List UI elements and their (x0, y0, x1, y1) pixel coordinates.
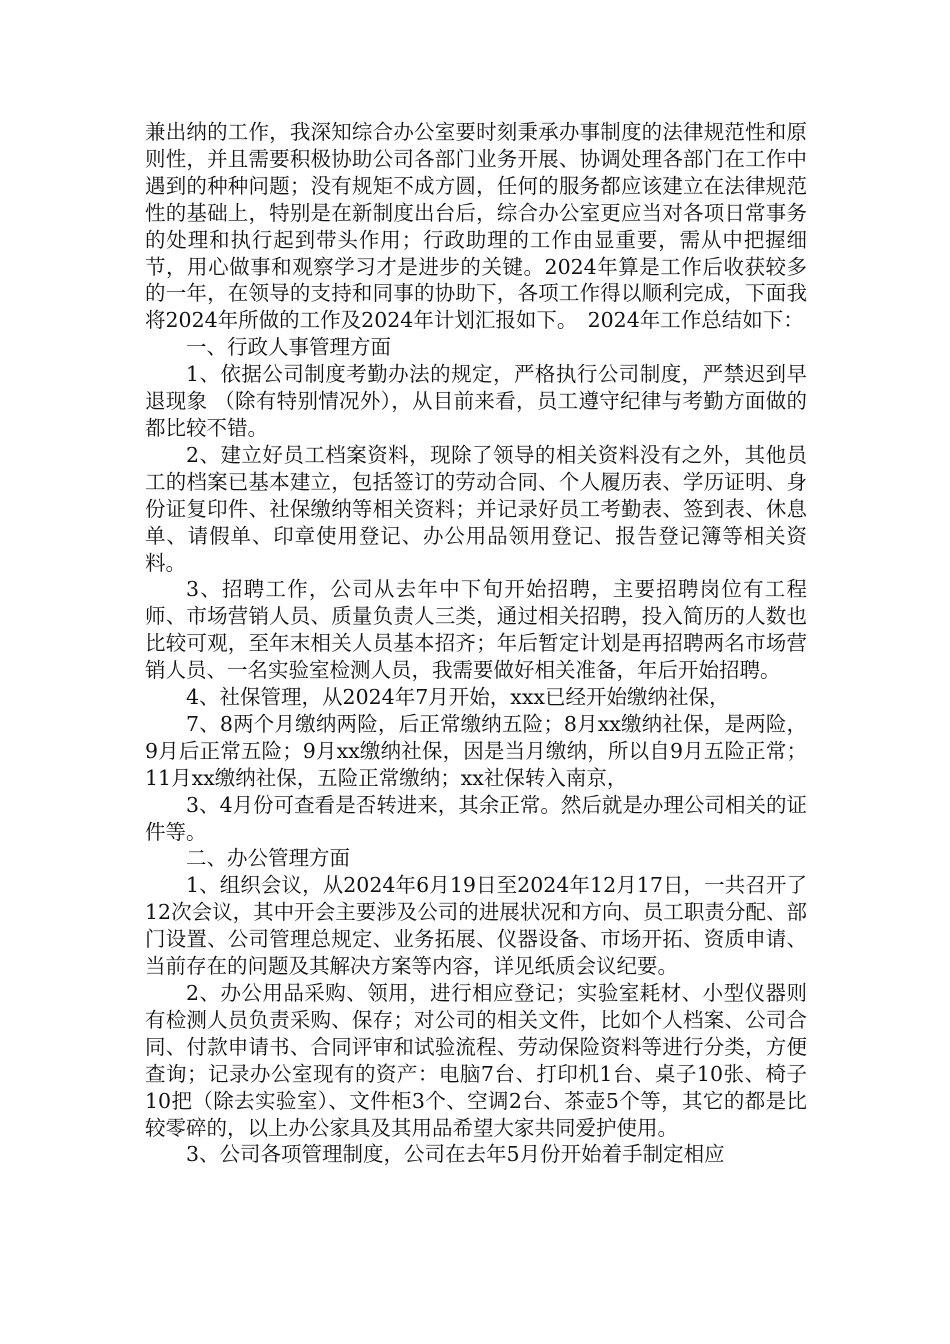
paragraph-insurance-transfer: 3、4月份可查看是否转进来，其余正常。然后就是办理公司相关的证件等。 (145, 792, 807, 844)
paragraph-meetings: 1、组织会议，从2024年6月19日至2024年12月17日，一共召开了12次会议，其中开会主要涉及公司的进展状况和方向、员工职责分配、部门设置、公司管理总规定、业务拓展、仪器设备、市场开拓、资质申请、当前存在的问题及其解决方案等内容，详见纸质会议纪要。 (145, 873, 807, 979)
section-heading-office-management: 二、办公管理方面 (186, 846, 350, 871)
paragraph-intro: 兼出纳的工作，我深知综合办公室要时刻秉承办事制度的法律规范性和原则性，并且需要积极协助公司各部门业务开展、协调处理各部门在工作中遇到的种种问题；没有规矩不成方圆，任何的服务都应该建立在法律规范性的基础上，特别是在新制度出台后，综合办公室更应当对各项日常事务的处理和执行起到带头作用；行政助理的工作由显重要，需从中把握细节，用心做事和观察学习才是进步的关键。2024年算是工作后收获较多的一年，在领导的支持和同事的协助下，各项工作得以顺利完成，下面我将2024年所做的工作及2024年计划汇报如下。 2024年工作总结如下： (145, 120, 807, 333)
document-page (145, 119, 807, 1168)
paragraph-social-insurance: 4、社保管理，从2024年7月开始，xxx已经开始缴纳社保， (186, 685, 730, 710)
paragraph-attendance: 1、依据公司制度考勤办法的规定，严格执行公司制度，严禁迟到早退现象 （除有特别情况外），从目前来看，员工遵守纪律与考勤方面做的都比较不错。 (145, 362, 807, 440)
paragraph-employee-files: 2、建立好员工档案资料，现除了领导的相关资料没有之外，其他员工的档案已基本建立，包括签订的劳动合同、个人履历表、学历证明、身份证复印件、社保缴纳等相关资料；并记录好员工考勤表、签到表、休息单、请假单、印章使用登记、办公用品领用登记、报告登记簿等相关资料。 (145, 442, 807, 575)
paragraph-recruitment: 3、招聘工作，公司从去年中下旬开始招聘，主要招聘岗位有工程师、市场营销人员、质量负责人三类，通过相关招聘，投入简历的人数也比较可观，至年末相关人员基本招齐；年后暂定计划是再招聘两名市场营销人员、一名实验室检测人员，我需要做好相关准备，年后开始招聘。 (145, 577, 807, 683)
paragraph-insurance-details: 7、8两个月缴纳两险，后正常缴纳五险；8月xx缴纳社保，是两险，9月后正常五险；9月xx缴纳社保，因是当月缴纳，所以自9月五险正常；11月xx缴纳社保，五险正常缴纳；xx社保转入南京， (145, 711, 807, 790)
paragraph-management-rules: 3、公司各项管理制度，公司在去年5月份开始着手制定相应 (186, 1142, 725, 1167)
paragraph-office-supplies: 2、办公用品采购、领用，进行相应登记；实验室耗材、小型仪器则有检测人员负责采购、保存；对公司的相关文件，比如个人档案、公司合同、付款申请书、合同评审和试验流程、劳动保险资料等进行分类，方便查询；记录办公室现有的资产：电脑7台、打印机1台、桌子10张、椅子10把（除去实验室）、文件柜3个、空调2台、茶壶5个等，其它的都是比较零碎的，以上办公家具及其用品希望大家共同爱护使用。 (145, 981, 807, 1140)
section-heading-admin-hr: 一、行政人事管理方面 (186, 335, 391, 360)
